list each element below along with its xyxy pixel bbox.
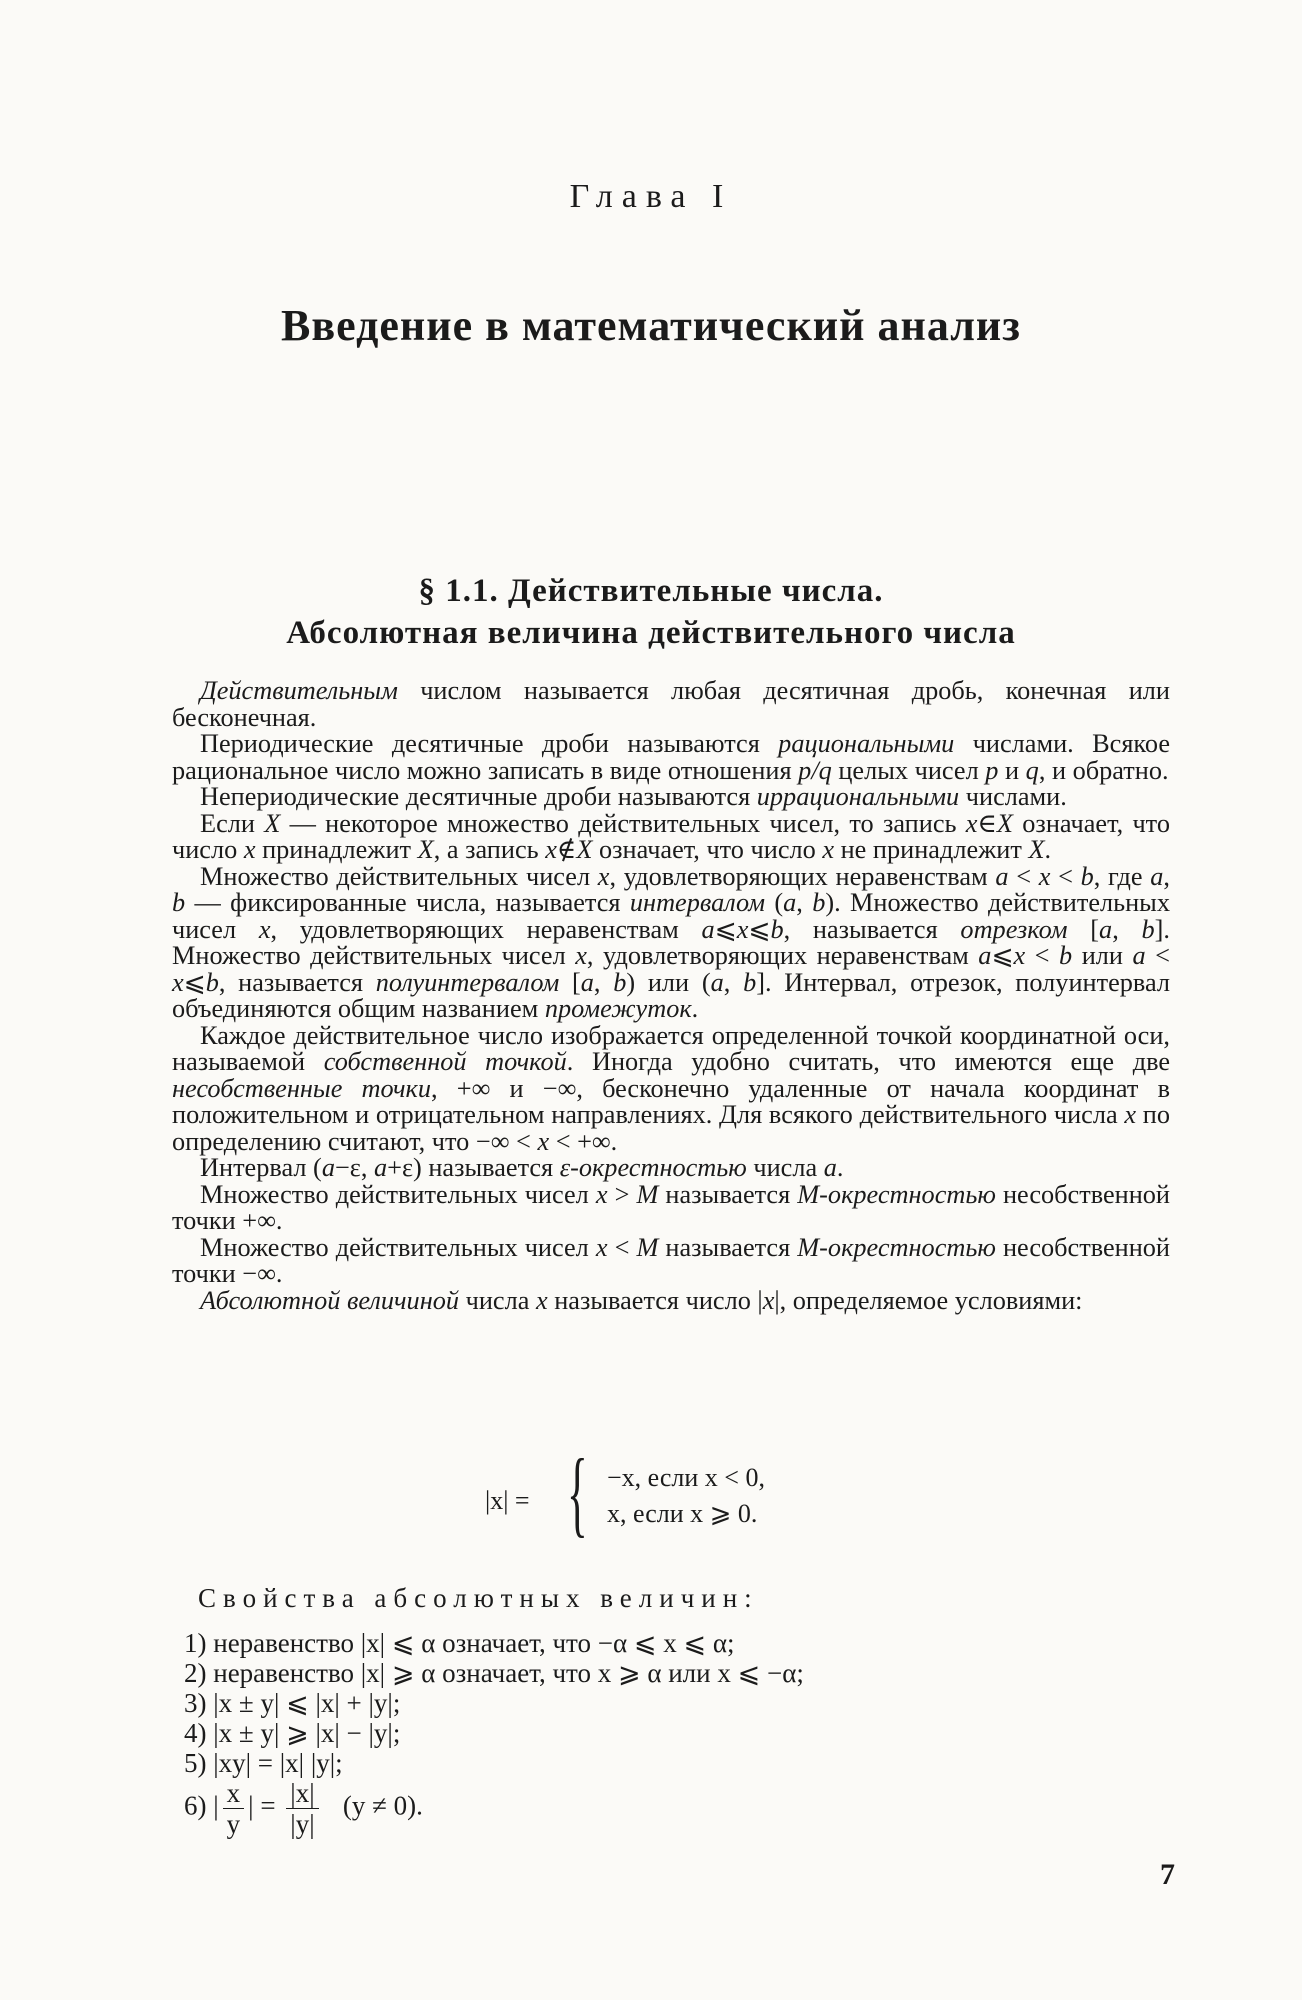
text-run: несобственной точки +∞. [172, 1179, 1171, 1235]
italic-term: x [965, 808, 978, 838]
italic-term: a [710, 967, 724, 997]
absolute-value-definition [485, 1439, 885, 1546]
paragraph [172, 784, 1170, 811]
text-run: Множество действительных чисел [200, 1232, 596, 1262]
italic-term: промежуток [544, 994, 692, 1023]
section-heading [0, 570, 1302, 654]
text-run: Множество действительных чисел [200, 861, 598, 891]
italic-term: a [701, 914, 715, 944]
text-run: Непериодические десятичные дроби называются [200, 782, 757, 811]
italic-term: p [985, 755, 999, 785]
paragraph [172, 1155, 1170, 1182]
equals-sign: = [260, 1790, 276, 1821]
property-item: 3) |x ± y| ⩽ |x| + |y|; [184, 1688, 401, 1718]
italic-term: M [636, 1179, 659, 1209]
italic-term: X [1028, 835, 1045, 864]
italic-term: X [264, 808, 281, 838]
text-run: числом называется любая десятичная дробь, конечная или бесконечная. [172, 676, 1170, 732]
text-run: , [1163, 861, 1170, 891]
text-run: ⩽ [748, 914, 771, 944]
paragraph [172, 731, 1170, 784]
text-run: или [1072, 941, 1133, 970]
text-run: числами. [959, 782, 1067, 811]
text-run: < [607, 1232, 637, 1262]
italic-term: полуинтервалом [375, 967, 560, 997]
text-run: числа [746, 1153, 824, 1182]
text-run: , называется [218, 967, 376, 997]
italic-term: M-окрестностью [797, 1179, 996, 1209]
text-run: по определению считают, что −∞ < [172, 1100, 1170, 1156]
text-run: , и обратно. [1038, 755, 1169, 785]
formula-case-nonnegative: x, если x ⩾ 0. [607, 1499, 758, 1528]
italic-term: x [1013, 941, 1026, 970]
paragraph [172, 678, 1170, 731]
fraction-denominator: |y| [290, 1809, 315, 1839]
italic-term: X [417, 835, 434, 864]
italic-term: a [580, 967, 594, 997]
text-run: не принадлежит [834, 835, 1029, 864]
italic-term: b [1141, 914, 1155, 944]
text-run: несобственной точки −∞. [172, 1232, 1171, 1288]
text-run: называется число | [547, 1285, 763, 1315]
text-run: < [1145, 941, 1171, 970]
italic-term: b [770, 914, 784, 944]
text-run: , удовлетворяющих неравенствам [270, 914, 702, 944]
text-run: ). Множество действительных чисел [172, 888, 1170, 944]
text-run: , удовлетворяющих неравенствам [586, 941, 979, 970]
text-run: , а запись [433, 835, 546, 864]
italic-term: x [537, 1126, 550, 1156]
formula-case-negative: −x, если x < 0, [607, 1463, 765, 1492]
italic-term: a [823, 1153, 837, 1182]
text-run: ⩽ [991, 941, 1014, 970]
italic-term: рациональными [778, 729, 955, 758]
text-run: . Иногда удобно считать, что имеются еще две [566, 1047, 1171, 1076]
paragraph [172, 1179, 1171, 1235]
italic-term: x [736, 914, 749, 944]
paragraph [172, 1232, 1171, 1288]
formula-lhs: |x| = [485, 1486, 530, 1515]
property-label: 6) [184, 1790, 207, 1821]
italic-term: собственной точкой [323, 1047, 567, 1076]
text-run: , где [1093, 861, 1151, 891]
section-heading-line2: Абсолютная величина действительного числа [286, 615, 1016, 651]
page-number: 7 [1160, 1858, 1175, 1891]
text-run: числа [459, 1285, 536, 1315]
text-run: , [796, 888, 813, 917]
text-run: , +∞ и −∞, бесконечно удаленные от начала координат в положительном и отрицательном направлениях. Для всякого действительного числа [172, 1073, 1170, 1129]
condition: (y ≠ 0). [342, 1790, 423, 1821]
italic-term: a [374, 1153, 388, 1182]
text-run: означает, что число [592, 835, 823, 864]
fraction [223, 1778, 245, 1839]
text-run: называется [658, 1179, 798, 1209]
text-run: Каждое действительное число изображается определенной точкой координатной оси, называемой [172, 1020, 1170, 1076]
text-run: , удовлетворяющих неравенствам [609, 861, 996, 891]
italic-term: a [978, 941, 992, 970]
text-run: < [1025, 941, 1060, 970]
italic-term: x [1124, 1100, 1137, 1129]
text-run: ∉ [556, 835, 577, 864]
text-run: < [1008, 861, 1039, 891]
text-run: Множество действительных чисел [200, 1179, 596, 1209]
italic-term: x [1038, 861, 1051, 891]
italic-term: x [822, 835, 835, 864]
text-run: Если [200, 808, 265, 838]
text-run: ⩽ [183, 967, 206, 997]
italic-term: a [1099, 914, 1113, 944]
text-run: , [593, 967, 614, 997]
italic-term: x [762, 1285, 775, 1315]
text-run: [ [1067, 914, 1100, 944]
text-run: , [1112, 914, 1142, 944]
text-run: — некоторое множество действительных чисел, то запись [280, 808, 966, 838]
italic-term: M-окрестностью [797, 1232, 996, 1262]
italic-term: x [172, 967, 184, 997]
italic-term: отрезком [960, 914, 1068, 944]
text-run: ]. Интервал, отрезок, полуинтервал объединяются общим названием [172, 967, 1170, 1023]
text-run: −ε, [334, 1153, 374, 1182]
italic-term: q [1025, 755, 1039, 785]
chapter-title: Введение в математический анализ [281, 301, 1021, 350]
text-run: < +∞. [549, 1126, 618, 1156]
text-run: ⩽ [714, 914, 737, 944]
paragraph [172, 1020, 1171, 1156]
italic-term: b [172, 888, 186, 917]
italic-term: X [996, 808, 1013, 838]
italic-term: x [258, 914, 271, 944]
text-run: ]. Множество действительных чисел [172, 914, 1170, 970]
curly-brace-icon: { [567, 1439, 588, 1546]
text-run: Периодические десятичные дроби называются [200, 729, 779, 758]
text-run: означает, что число [172, 808, 1170, 864]
italic-term: M [636, 1232, 659, 1262]
text-run: , [723, 967, 744, 997]
text-run: ) или ( [626, 967, 711, 997]
italic-term: b [1059, 941, 1073, 970]
text-run: — фиксированные числа, называется [185, 888, 630, 917]
section-heading-line1: § 1.1. Действительные числа. [418, 573, 884, 609]
fraction [286, 1778, 318, 1839]
italic-term: x [597, 861, 610, 891]
property-item: 4) |x ± y| ⩾ |x| − |y|; [184, 1718, 401, 1748]
property-item: 2) неравенство |x| ⩾ α означает, что x ⩾ α или x ⩽ −α; [184, 1658, 804, 1688]
text-run: целых чисел [831, 755, 986, 785]
fraction-numerator: x [223, 1778, 245, 1809]
text-run: . [1044, 835, 1052, 864]
italic-term: Абсолютной величиной [200, 1285, 460, 1315]
text-run: и [998, 755, 1026, 785]
italic-term: b [205, 967, 219, 997]
text-run: ( [764, 888, 784, 917]
text-run: принадлежит [255, 835, 418, 864]
fraction-numerator: |x| [286, 1778, 318, 1809]
text-run: . [836, 1153, 844, 1182]
italic-term: иррациональными [756, 782, 960, 811]
text-run: > [607, 1179, 637, 1209]
italic-term: интервалом [629, 888, 765, 917]
italic-term: b [1080, 861, 1094, 891]
italic-term: x [575, 941, 587, 970]
italic-term: a [321, 1153, 335, 1182]
text-run: , называется [783, 914, 961, 944]
italic-term: a [783, 888, 797, 917]
italic-term: b [743, 967, 757, 997]
italic-term: X [576, 835, 593, 864]
text-run: ∈ [977, 808, 997, 838]
text-run: называется [658, 1232, 798, 1262]
italic-term: x [595, 1232, 608, 1262]
text-run: Интервал ( [200, 1153, 322, 1182]
text-run: +ε) называется [387, 1153, 560, 1182]
text-run: [ [559, 967, 581, 997]
text-run: числами. Всякое рациональное число можно записать в виде отношения [172, 729, 1171, 785]
italic-term: b [613, 967, 627, 997]
italic-term: ε-окрестностью [559, 1153, 747, 1182]
property-item-fraction: 6) | $\frac{x}{y}$ | = $\frac{|x|}{|y|}$ (y ≠ 0). [184, 1778, 423, 1839]
italic-term: x [535, 1285, 548, 1315]
property-item: 5) |xy| = |x| |y|; [184, 1748, 343, 1778]
italic-term: p/q [798, 755, 832, 785]
paragraph [172, 861, 1171, 1023]
paragraph [172, 1285, 1170, 1315]
italic-term: несобственные точки [172, 1073, 432, 1103]
italic-term: x [243, 835, 256, 864]
italic-term: a [995, 861, 1009, 891]
properties-heading: Свойства абсолютных величин: [198, 1583, 759, 1613]
italic-term: x [545, 835, 557, 864]
italic-term: Действительным [200, 676, 398, 705]
fraction-denominator: y [226, 1809, 241, 1839]
text-run: . [691, 994, 699, 1023]
chapter-heading: Глава I [569, 178, 733, 215]
paragraph [172, 808, 1170, 864]
italic-term: a [1150, 861, 1164, 891]
property-item: 1) неравенство |x| ⩽ α означает, что −α ⩽ x ⩽ α; [184, 1628, 735, 1658]
italic-term: a [1132, 941, 1146, 970]
italic-term: x [595, 1179, 608, 1209]
italic-term: b [812, 888, 826, 917]
text-run: |, определяемое условиями: [774, 1285, 1083, 1315]
text-run: < [1050, 861, 1081, 891]
body-text [172, 678, 1170, 1314]
